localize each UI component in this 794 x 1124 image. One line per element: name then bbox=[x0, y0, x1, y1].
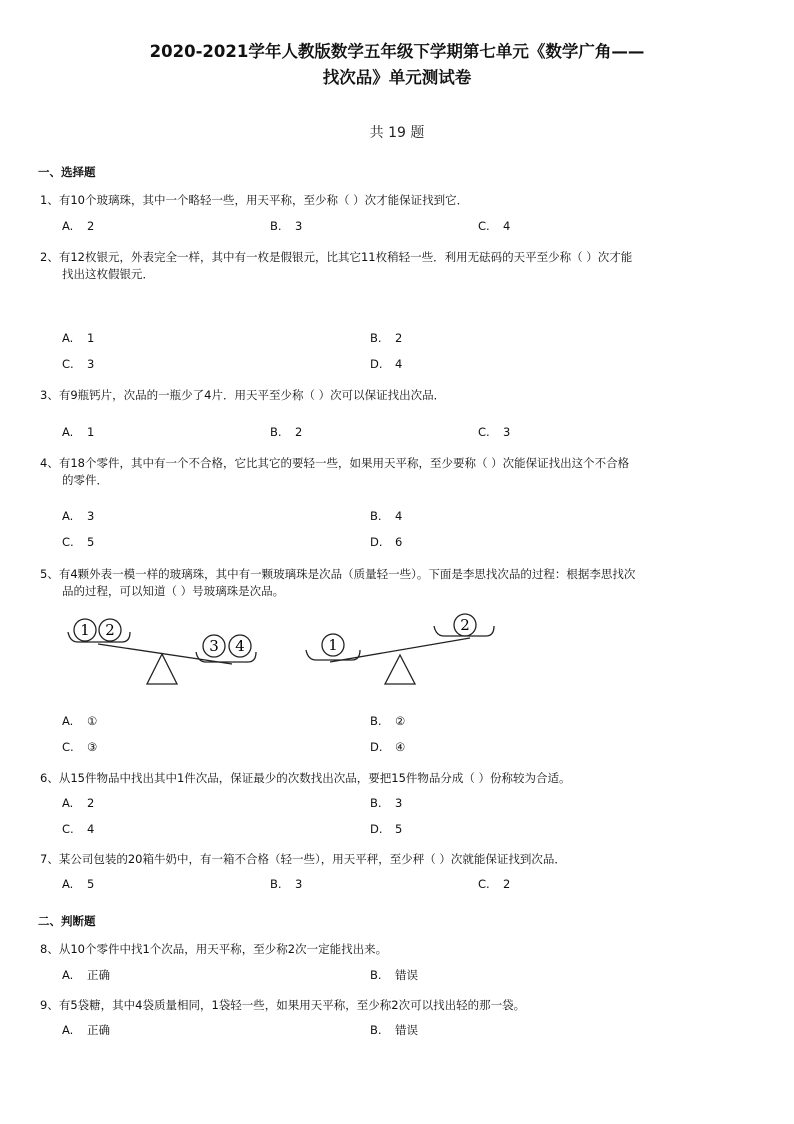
question-7: 7、某公司包装的20箱牛奶中，有一箱不合格（轻一些），用天平秤，至少秤（ ）次就能保证找到次品． bbox=[40, 852, 566, 866]
q5-option-a[interactable]: A. ① bbox=[62, 714, 98, 728]
q3-option-a[interactable]: A. 1 bbox=[62, 425, 95, 439]
ball-label: 3 bbox=[209, 637, 219, 655]
q5-option-b[interactable]: B. ② bbox=[370, 714, 406, 728]
question-4: 4、有18个零件，其中有一个不合格，它比其它的要轻一些，如果用天平称，至少要称（ ）次能保证找出这个不合格 bbox=[40, 456, 630, 470]
q3-option-c[interactable]: C. 3 bbox=[478, 425, 511, 439]
question-8: 8、从10个零件中找1个次品，用天平称，至少称2次一定能找出来。 bbox=[40, 942, 388, 956]
q8-option-b[interactable]: B. 错误 bbox=[370, 968, 418, 982]
q2-option-c[interactable]: C. 3 bbox=[62, 357, 95, 371]
q7-option-b[interactable]: B. 3 bbox=[270, 877, 303, 891]
ball-label: 1 bbox=[328, 636, 338, 654]
section-heading-choice: 一、选择题 bbox=[38, 165, 96, 179]
q4-option-a[interactable]: A. 3 bbox=[62, 509, 95, 523]
balance-figure-1 bbox=[60, 612, 270, 692]
q7-option-a[interactable]: A. 5 bbox=[62, 877, 95, 891]
q4-option-b[interactable]: B. 4 bbox=[370, 509, 403, 523]
question-5: 5、有4颗外表一模一样的玻璃珠，其中有一颗玻璃珠是次品（质量轻一些）。下面是李思找次品的过程：根据李思找次 bbox=[40, 567, 636, 581]
q1-option-a[interactable]: A. 2 bbox=[62, 219, 95, 233]
q2-option-a[interactable]: A. 1 bbox=[62, 331, 95, 345]
q5-option-d[interactable]: D. ④ bbox=[370, 740, 406, 754]
q6-option-c[interactable]: C. 4 bbox=[62, 822, 95, 836]
q8-option-a[interactable]: A. 正确 bbox=[62, 968, 110, 982]
q9-option-b[interactable]: B. 错误 bbox=[370, 1023, 418, 1037]
ball-label: 4 bbox=[235, 637, 245, 655]
q3-option-b[interactable]: B. 2 bbox=[270, 425, 303, 439]
q9-option-a[interactable]: A. 正确 bbox=[62, 1023, 110, 1037]
question-3: 3、有9瓶钙片，次品的一瓶少了4片．用天平至少称（ ）次可以保证找出次品． bbox=[40, 388, 446, 402]
page-title-line1: 2020-2021学年人教版数学五年级下学期第七单元《数学广角—— bbox=[149, 42, 645, 61]
q6-option-b[interactable]: B. 3 bbox=[370, 796, 403, 810]
ball-label: 2 bbox=[460, 616, 470, 634]
q5-option-c[interactable]: C. ③ bbox=[62, 740, 98, 754]
q4-option-d[interactable]: D. 6 bbox=[370, 535, 403, 549]
question-6: 6、从15件物品中找出其中1件次品，保证最少的次数找出次品，要把15件物品分成（ ）份称较为合适。 bbox=[40, 771, 571, 785]
question-9: 9、有5袋糖，其中4袋质量相同，1袋轻一些，如果用天平称，至少称2次可以找出轻的那一袋。 bbox=[40, 998, 526, 1012]
q6-option-d[interactable]: D. 5 bbox=[370, 822, 403, 836]
q1-option-b[interactable]: B. 3 bbox=[270, 219, 303, 233]
question-1: 1、有10个玻璃珠，其中一个略轻一些，用天平称，至少称（ ）次才能保证找到它． bbox=[40, 193, 469, 207]
q1-option-c[interactable]: C. 4 bbox=[478, 219, 511, 233]
ball-label: 1 bbox=[80, 621, 90, 639]
question-count: 共 19 题 bbox=[369, 125, 425, 141]
ball-label: 2 bbox=[105, 621, 115, 639]
question-2-cont: 找出这枚假银元． bbox=[62, 267, 154, 281]
section-heading-judge: 二、判断题 bbox=[38, 914, 96, 928]
page-title-line2: 找次品》单元测试卷 bbox=[322, 68, 472, 87]
q2-option-d[interactable]: D. 4 bbox=[370, 357, 403, 371]
question-2: 2、有12枚银元，外表完全一样，其中有一枚是假银元，比其它11枚稍轻一些．利用无砝码的天平至少称（ ）次才能 bbox=[40, 250, 633, 264]
question-5-cont: 品的过程，可以知道（ ）号玻璃珠是次品。 bbox=[62, 584, 285, 598]
balance-figure-2 bbox=[300, 612, 500, 692]
q6-option-a[interactable]: A. 2 bbox=[62, 796, 95, 810]
q7-option-c[interactable]: C. 2 bbox=[478, 877, 511, 891]
question-4-cont: 的零件． bbox=[62, 473, 108, 487]
q2-option-b[interactable]: B. 2 bbox=[370, 331, 403, 345]
q4-option-c[interactable]: C. 5 bbox=[62, 535, 95, 549]
